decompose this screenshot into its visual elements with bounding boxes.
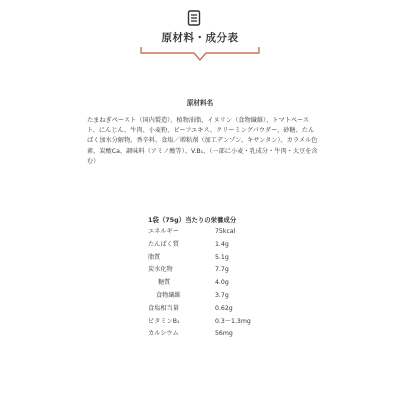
ingredients-heading: 原材料名 [186, 99, 214, 107]
nutrition-value: 0.62g [215, 304, 233, 312]
nutrition-label: エネルギー [148, 228, 179, 235]
nutrition-value: 1.4g [215, 240, 229, 248]
nutrition-row-vitamin-b1 [148, 316, 268, 329]
nutrition-value: 3.7g [215, 291, 229, 299]
nutrition-label: ビタミンB₁ [148, 317, 180, 325]
nutrition-table [148, 226, 268, 341]
nutrition-label: 脂質 [148, 253, 161, 261]
nutrition-value: 75kcal [215, 228, 236, 235]
nutrition-value: 7.7g [215, 266, 229, 274]
nutrition-label: 食塩相当量 [148, 304, 179, 312]
nutrition-label: 糖質 [158, 279, 171, 287]
ingredients-text: たまねぎペースト（国内製造）、植物油脂、イヌリン（食物繊維）、トマトペースト、にんじん、牛肉、小麦粉、ビーフエキス、クリーミングパウダー、砂糖、たんぱく加水分解物、香辛料、食塩／増粘剤（加工デンプン、キサンタン）、カラメル色素、炭酸Ca、調味料（アミノ酸等）、V.B₁、（一部に小麦・乳成分・牛肉・大豆を含む） [87, 117, 318, 165]
section-title: 原材料・成分表 [161, 32, 239, 44]
nutrition-row-salt [148, 303, 268, 316]
nutrition-label: カルシウム [148, 330, 179, 338]
nutrition-label: たんぱく質 [148, 240, 179, 248]
title-underline-chevron [140, 46, 260, 64]
nutrition-label: 食物繊維 [156, 291, 181, 299]
nutrition-row-carbohydrate [148, 264, 268, 277]
nutrition-row-energy [148, 226, 268, 239]
nutrition-row-protein [148, 239, 268, 252]
document-list-icon [187, 10, 201, 26]
nutrition-label: 炭水化物 [148, 266, 173, 274]
nutrition-row-fiber [148, 290, 268, 303]
nutrition-heading: 1袋（75g）当たりの栄養成分 [148, 216, 237, 224]
nutrition-value: 0.3～1.3mg [215, 317, 251, 325]
nutrition-row-sugar [148, 277, 268, 290]
nutrition-row-fat [148, 252, 268, 265]
nutrition-value: 4.0g [215, 279, 229, 287]
nutrition-value: 56mg [215, 330, 233, 338]
nutrition-value: 5.1g [215, 253, 229, 261]
nutrition-row-calcium [148, 328, 268, 341]
